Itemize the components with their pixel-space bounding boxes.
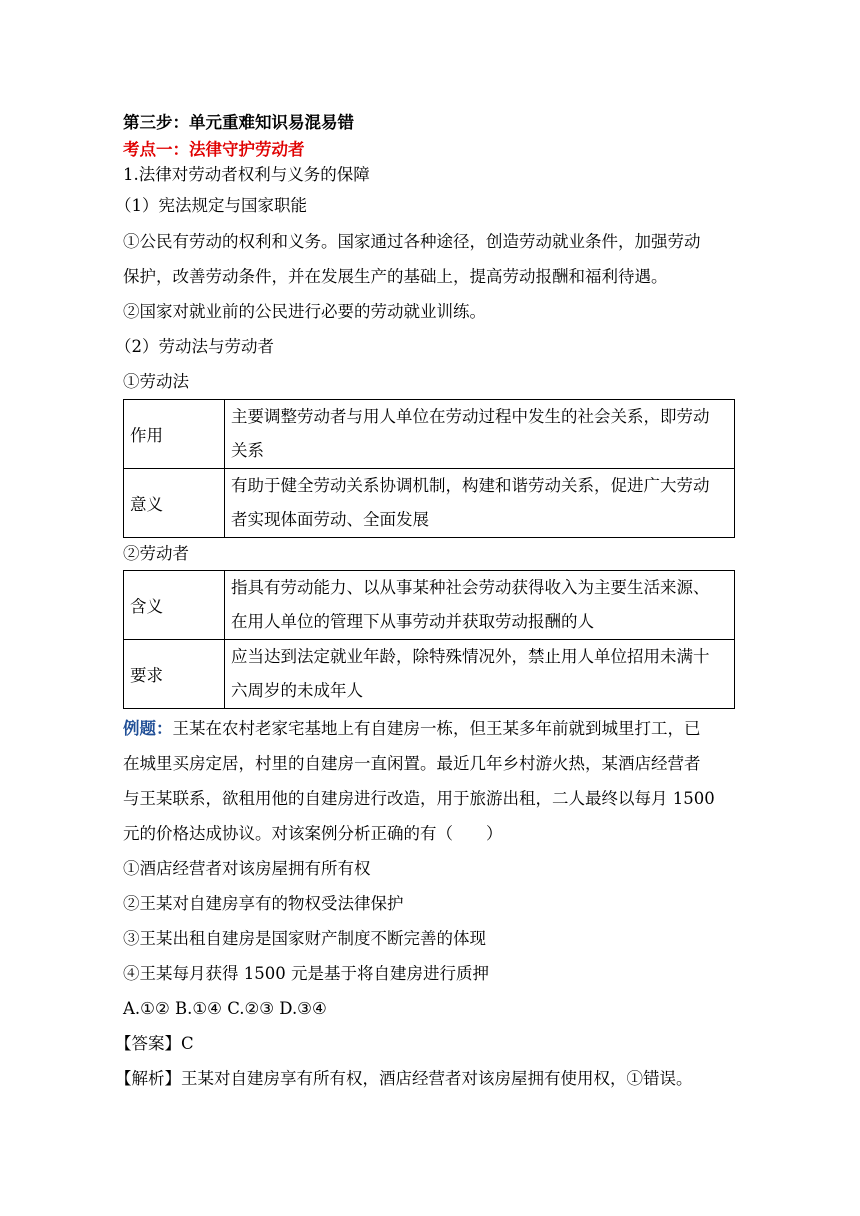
option-item: ④王某每月获得 1500 元是基于将自建房进行质押	[123, 964, 489, 983]
table-content-cell	[225, 640, 735, 709]
cell-line: 应当达到法定就业年龄，除特殊情况外，禁止用人单位招用未满十	[231, 647, 710, 666]
table-label-cell: 意义	[124, 469, 225, 538]
document-content	[115, 108, 743, 1096]
table-row	[124, 640, 735, 709]
cell-line: 指具有劳动能力、以从事某种社会劳动获得收入为主要生活来源、	[231, 578, 710, 597]
example-line: 与王某联系，欲租用他的自建房进行改造，用于旅游出租，二人最终以每月 1500	[123, 789, 715, 808]
table-row	[124, 469, 735, 538]
worker-title: ②劳动者	[123, 544, 189, 563]
table-content-cell	[225, 469, 735, 538]
labor-law-table	[123, 399, 735, 538]
example-label: 例题：	[123, 719, 173, 738]
subsection-title-constitution: （1）宪法规定与国家职能	[115, 196, 307, 215]
cell-line: 有助于健全劳动关系协调机制，构建和谐劳动关系，促进广大劳动	[231, 476, 710, 495]
example-line	[123, 711, 743, 746]
example-question	[115, 711, 743, 1096]
section-title: 1.法律对劳动者权利与义务的保障	[123, 165, 370, 184]
paragraph-constitution	[123, 224, 743, 329]
answer-choices: A.①② B.①④ C.②③ D.③④	[123, 999, 327, 1018]
table-row	[124, 400, 735, 469]
table-label-cell: 作用	[124, 400, 225, 469]
example-line: 在城里买房定居，村里的自建房一直闲置。最近几年乡村游火热，某酒店经营者	[123, 754, 701, 773]
table-label-cell: 含义	[124, 571, 225, 640]
paragraph-line: ①公民有劳动的权利和义务。国家通过各种途径，创造劳动就业条件，加强劳动	[123, 232, 701, 251]
cell-line: 六周岁的未成年人	[231, 681, 363, 700]
analysis-line: 【解析】王某对自建房享有所有权，酒店经营者对该房屋拥有使用权，①错误。	[115, 1069, 693, 1088]
cell-line: 主要调整劳动者与用人单位在劳动过程中发生的社会关系，即劳动	[231, 407, 710, 426]
option-item: ①酒店经营者对该房屋拥有所有权	[123, 859, 371, 878]
cell-line: 关系	[231, 441, 264, 460]
table-label-cell: 要求	[124, 640, 225, 709]
table-content-cell	[225, 400, 735, 469]
paragraph-line: ②国家对就业前的公民进行必要的劳动就业训练。	[123, 302, 486, 321]
labor-law-title: ①劳动法	[123, 372, 189, 391]
worker-table	[123, 570, 735, 709]
paragraph-line: 保护，改善劳动条件，并在发展生产的基础上，提高劳动报酬和福利待遇。	[123, 267, 668, 286]
table-row	[124, 571, 735, 640]
cell-line: 者实现体面劳动、全面发展	[231, 510, 429, 529]
table-content-cell	[225, 571, 735, 640]
example-line: 元的价格达成协议。对该案例分析正确的有（ ）	[123, 824, 503, 843]
subsection-title-labor-law: （2）劳动法与劳动者	[115, 337, 274, 356]
cell-line: 在用人单位的管理下从事劳动并获取劳动报酬的人	[231, 612, 594, 631]
step-heading: 第三步：单元重难知识易混易错	[123, 113, 354, 132]
answer-line: 【答案】C	[115, 1034, 194, 1053]
option-item: ②王某对自建房享有的物权受法律保护	[123, 894, 404, 913]
example-text: 王某在农村老家宅基地上有自建房一栋，但王某多年前就到城里打工，已	[172, 719, 701, 738]
key-point-heading: 考点一：法律守护劳动者	[123, 140, 305, 159]
option-item: ③王某出租自建房是国家财产制度不断完善的体现	[123, 929, 486, 948]
